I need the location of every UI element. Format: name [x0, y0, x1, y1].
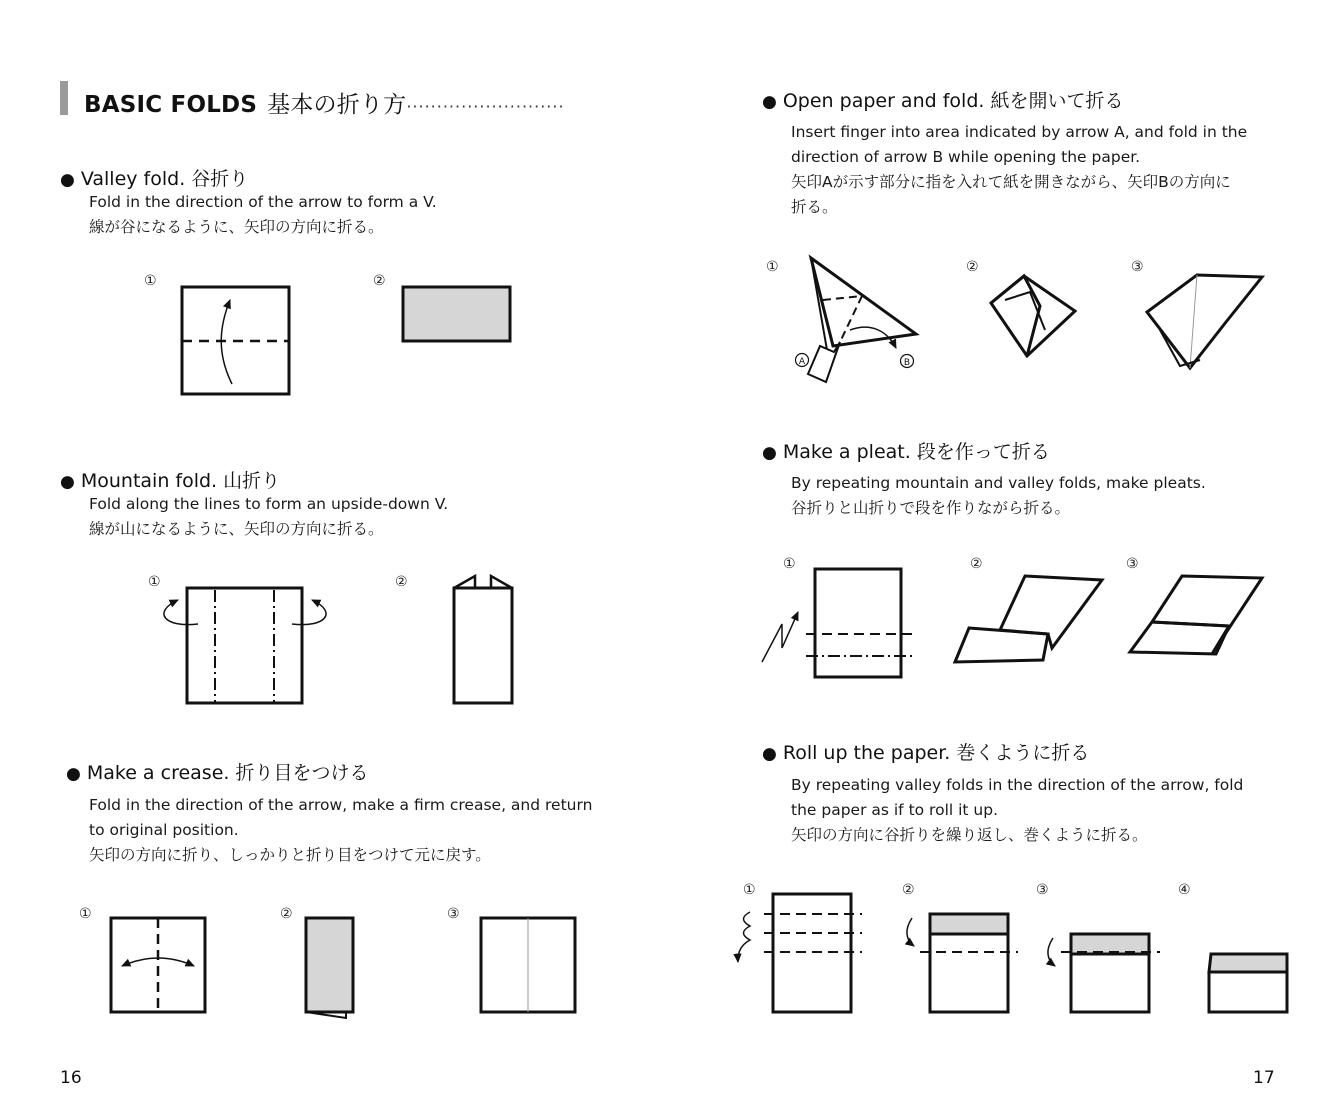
step-label: ④: [1178, 882, 1191, 898]
step-label: ②: [395, 574, 408, 590]
bullet-icon: ●: [66, 764, 81, 784]
crease-step-3-diagram: [481, 918, 575, 1012]
step-label: ①: [783, 556, 796, 572]
pleat-step-1-diagram: [762, 569, 912, 677]
pleat-desc-jp: 谷折りと山折りで段を作りながら折る。: [791, 499, 1071, 517]
pleat-desc-en: By repeating mountain and valley folds, make pleats.: [791, 474, 1206, 492]
mountain-fold-step-2-diagram: [454, 576, 512, 703]
bullet-icon: ●: [762, 744, 777, 764]
step-label: ③: [1126, 556, 1139, 572]
pleat-step-3-diagram: [1130, 576, 1262, 654]
arrow-b-label: B: [903, 358, 911, 368]
roll-desc-en-1: By repeating valley folds in the direction of the arrow, fold: [791, 776, 1244, 794]
valley-fold-desc-en: Fold in the direction of the arrow to form a V.: [89, 193, 437, 211]
step-label: ②: [373, 273, 386, 289]
page-number-left: 16: [60, 1068, 82, 1088]
open-fold-desc-en-2: direction of arrow B while opening the paper.: [791, 148, 1141, 166]
crease-desc-jp: 矢印の方向に折り、しっかりと折り目をつけて元に戻す。: [89, 846, 491, 864]
page-number-right: 17: [1253, 1068, 1275, 1088]
open-fold-heading-text: Open paper and fold. 紙を開いて折る: [782, 90, 1124, 112]
open-fold-step-1-diagram: [796, 258, 917, 382]
open-fold-desc-jp-2: 折る。: [791, 198, 838, 216]
valley-fold-heading-text: Valley fold. 谷折り: [80, 168, 249, 190]
step-label: ①: [144, 273, 157, 289]
open-fold-desc-en-1: Insert finger into area indicated by arrow A, and fold in the: [791, 123, 1248, 141]
step-label: ③: [1131, 259, 1144, 275]
bullet-icon: ●: [60, 472, 75, 492]
roll-step-3-diagram: [1048, 934, 1160, 1012]
valley-fold-step-2-diagram: [403, 287, 510, 341]
valley-fold-step-1-diagram: [182, 287, 289, 394]
page-title-jp: 基本の折り方: [267, 92, 407, 118]
crease-step-1-diagram: [111, 918, 205, 1012]
bullet-icon: ●: [60, 170, 75, 190]
roll-step-4-diagram: [1209, 954, 1287, 1012]
bullet-icon: ●: [762, 92, 777, 112]
step-label: ②: [970, 556, 983, 572]
title-leader-dots: ··························: [406, 97, 565, 116]
step-label: ③: [447, 906, 460, 922]
arrow-a-label: A: [798, 357, 806, 367]
roll-step-1-diagram: [738, 894, 862, 1012]
roll-desc-en-2: the paper as if to roll it up.: [791, 801, 999, 819]
crease-step-2-diagram: [306, 918, 353, 1018]
open-fold-step-3-diagram: [1147, 275, 1262, 368]
crease-heading-text: Make a crease. 折り目をつける: [86, 762, 369, 784]
step-label: ③: [1036, 882, 1049, 898]
roll-heading-text: Roll up the paper. 巻くように折る: [782, 742, 1090, 764]
mountain-fold-step-1-diagram: [164, 588, 326, 703]
step-label: ①: [766, 259, 779, 275]
crease-desc-en-1: Fold in the direction of the arrow, make a firm crease, and return: [89, 796, 593, 814]
bullet-icon: ●: [762, 443, 777, 463]
mountain-fold-desc-jp: 線が山になるように、矢印の方向に折る。: [89, 520, 384, 538]
pleat-heading-text: Make a pleat. 段を作って折る: [782, 441, 1050, 463]
open-fold-desc-jp-1: 矢印Aが示す部分に指を入れて紙を開きながら、矢印Bの方向に: [791, 173, 1231, 191]
page-title-en: BASIC FOLDS: [84, 92, 258, 118]
crease-desc-en-2: to original position.: [89, 821, 239, 839]
step-label: ②: [902, 882, 915, 898]
mountain-fold-desc-en: Fold along the lines to form an upside-down V.: [89, 495, 449, 513]
step-label: ②: [966, 259, 979, 275]
step-label: ①: [743, 882, 756, 898]
step-label: ②: [280, 906, 293, 922]
step-label: ①: [148, 574, 161, 590]
roll-step-2-diagram: [907, 914, 1018, 1012]
valley-fold-desc-jp: 線が谷になるように、矢印の方向に折る。: [89, 218, 384, 236]
step-label: ①: [79, 906, 92, 922]
open-fold-step-2-diagram: [991, 276, 1075, 356]
roll-desc-jp: 矢印の方向に谷折りを繰り返し、巻くように折る。: [791, 826, 1148, 844]
mountain-fold-heading-text: Mountain fold. 山折り: [80, 470, 281, 492]
pleat-step-2-diagram: [955, 576, 1102, 662]
